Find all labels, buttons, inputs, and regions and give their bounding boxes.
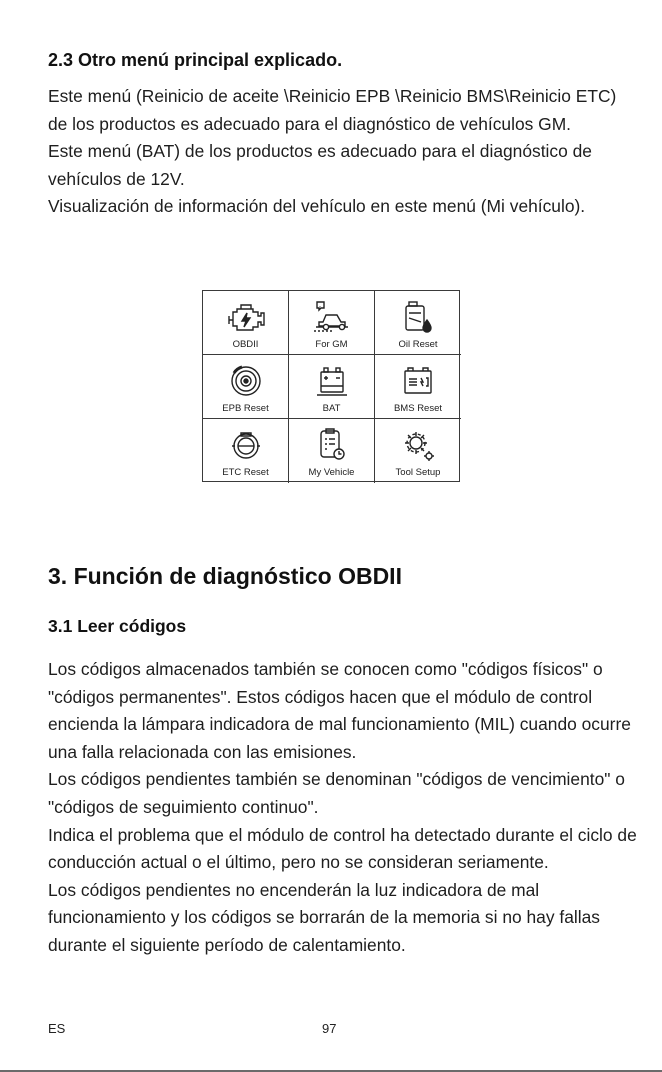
menu-item-oil-reset[interactable] — [375, 291, 461, 355]
bms-battery-icon — [397, 362, 439, 400]
section-3-1-body: Los códigos almacenados también se conocen como "códigos físicos" o "códigos permanentes". Estos códigos hacen que el módulo de control encienda la lámpara indicadora de mal funcionamiento (MIL) cuando ocurre una falla relacionada con las emisiones. Los códigos pendientes también se denominan "códigos de vencimiento" o "códigos de seguimiento continuo". Indica el problema que el módulo de control ha detectado durante el ciclo de conducción actual o el último, pero no se consideran seriamente. Los códigos pendientes no encenderán la luz indicadora de mal funcionamiento y los códigos se borrarán de la memoria si no hay fallas durante el siguiente período de calentamiento. — [48, 659, 637, 955]
menu-item-label: BMS Reset — [393, 403, 443, 414]
section-3-heading: 3. Función de diagnóstico OBDII — [48, 563, 402, 589]
main-menu-grid — [202, 290, 460, 482]
vehicle-info-icon — [311, 426, 353, 464]
section-2-3-body: Este menú (Reinicio de aceite \Reinicio EPB \Reinicio BMS\Reinicio ETC) de los productos es adecuado para el diagnóstico de vehículos GM. Este menú (BAT) de los productos es adecuado para el diagnóstico de vehículos de 12V. Visualización de información del vehículo en este menú (Mi vehículo). — [48, 86, 617, 217]
section-3-1-heading: 3.1 Leer códigos — [48, 616, 187, 636]
menu-item-label: Tool Setup — [395, 467, 441, 478]
menu-item-tool-setup[interactable] — [375, 419, 461, 483]
menu-item-label: My Vehicle — [308, 467, 355, 478]
menu-item-bat[interactable] — [289, 355, 375, 419]
menu-item-bms-reset[interactable] — [375, 355, 461, 419]
brake-disc-icon — [225, 362, 267, 400]
throttle-icon — [225, 426, 267, 464]
engine-icon — [225, 298, 267, 336]
menu-item-label: EPB Reset — [222, 403, 269, 414]
menu-item-for-gm[interactable] — [289, 291, 375, 355]
page-number: 97 — [322, 1021, 337, 1036]
car-icon — [311, 298, 353, 336]
menu-item-obdii[interactable] — [203, 291, 289, 355]
battery-icon — [311, 362, 353, 400]
menu-item-label: For GM — [315, 339, 348, 350]
menu-item-my-vehicle[interactable] — [289, 419, 375, 483]
menu-item-label: OBDII — [232, 339, 259, 350]
menu-item-label: BAT — [322, 403, 341, 414]
menu-item-label: Oil Reset — [398, 339, 438, 350]
oil-can-icon — [397, 298, 439, 336]
section-2-3-heading: 2.3 Otro menú principal explicado. — [48, 50, 343, 70]
gears-icon — [397, 426, 439, 464]
menu-item-etc-reset[interactable] — [203, 419, 289, 483]
menu-item-label: ETC Reset — [222, 467, 269, 478]
menu-item-epb-reset[interactable] — [203, 355, 289, 419]
footer-language: ES — [48, 1021, 66, 1036]
